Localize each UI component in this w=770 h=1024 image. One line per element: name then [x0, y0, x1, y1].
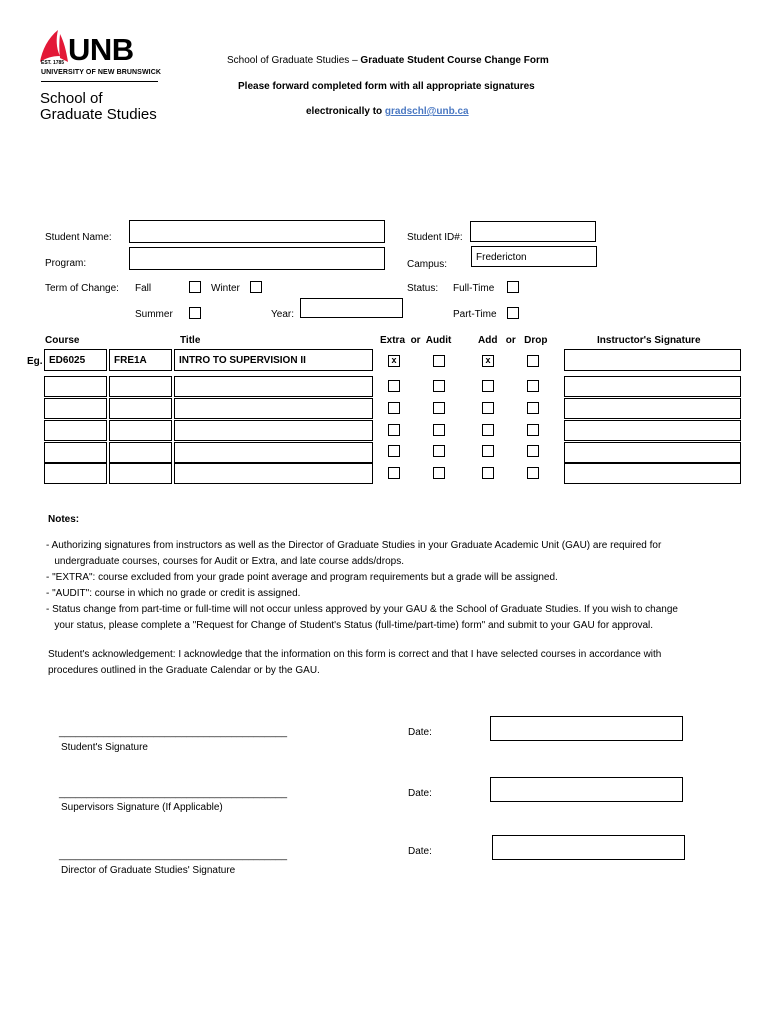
winter-label: Winter [211, 283, 240, 294]
parttime-checkbox[interactable] [507, 307, 519, 319]
student-signature-label: Student's Signature [61, 742, 148, 753]
example-signature-cell [564, 349, 741, 371]
supervisor-date-field[interactable] [490, 777, 683, 802]
campus-label: Campus: [407, 259, 448, 270]
supervisor-signature-line[interactable]: _________________________________________ [59, 788, 288, 799]
student-date-field[interactable] [490, 716, 683, 741]
extra-checkbox[interactable] [388, 467, 400, 479]
title-input[interactable] [174, 420, 373, 441]
note-line: your status, please complete a "Request for Change of Student's Status (full-time/part-time) form" and submit to your GAU for approval. [46, 620, 654, 631]
section-input[interactable] [109, 376, 172, 397]
audit-checkbox[interactable] [433, 467, 445, 479]
director-date-field[interactable] [492, 835, 685, 860]
fall-label: Fall [135, 283, 152, 294]
title-header: Title [180, 335, 201, 346]
example-course-cell: ED6025 [44, 349, 107, 371]
email-prefix: electronically to [306, 106, 385, 117]
audit-checkbox[interactable] [433, 402, 445, 414]
logo-university: UNIVERSITY OF NEW BRUNSWICK [41, 69, 162, 76]
campus-value: Fredericton [476, 252, 527, 263]
student-acknowledgement [48, 647, 661, 679]
drop-checkbox[interactable] [527, 424, 539, 436]
year-field[interactable] [300, 298, 403, 318]
course-input[interactable] [44, 376, 107, 397]
signature-input[interactable] [564, 463, 741, 484]
supervisor-date-label: Date: [408, 788, 432, 799]
example-extra-checkbox: x [388, 355, 400, 367]
add-drop-header: Add or Drop [478, 335, 548, 346]
student-name-field[interactable] [129, 220, 385, 243]
student-signature-line[interactable]: _________________________________________ [59, 727, 288, 738]
director-signature-label: Director of Graduate Studies' Signature [61, 865, 236, 876]
logo-dept-line2: Graduate Studies [40, 106, 157, 123]
director-signature-line[interactable]: _________________________________________ [59, 850, 288, 861]
campus-field[interactable] [471, 246, 597, 267]
summer-checkbox[interactable] [189, 307, 201, 319]
extra-checkbox[interactable] [388, 424, 400, 436]
course-input[interactable] [44, 463, 107, 484]
example-section-cell: FRE1A [109, 349, 172, 371]
example-drop-checkbox [527, 355, 539, 367]
logo-divider [41, 81, 158, 82]
term-label: Term of Change: [45, 283, 119, 294]
winter-checkbox[interactable] [250, 281, 262, 293]
audit-checkbox[interactable] [433, 424, 445, 436]
program-field[interactable] [129, 247, 385, 270]
course-input[interactable] [44, 420, 107, 441]
note-line: - "AUDIT": course in which no grade or credit is assigned. [46, 588, 301, 599]
title-input[interactable] [174, 398, 373, 419]
add-checkbox[interactable] [482, 380, 494, 392]
drop-checkbox[interactable] [527, 445, 539, 457]
audit-checkbox[interactable] [433, 445, 445, 457]
note-line: - Status change from part-time or full-time will not occur unless approved by your GAU & the School of Graduate Studies. If you wish to change [46, 604, 678, 615]
email-instructions [306, 106, 469, 117]
logo-est: EST. 1785 [41, 60, 65, 66]
add-checkbox[interactable] [482, 467, 494, 479]
parttime-label: Part-Time [453, 309, 497, 320]
student-name-label: Student Name: [45, 232, 112, 243]
example-label: Eg. [27, 356, 43, 367]
notes-heading: Notes: [48, 514, 80, 525]
extra-checkbox[interactable] [388, 380, 400, 392]
section-input[interactable] [109, 463, 172, 484]
director-date-label: Date: [408, 846, 432, 857]
add-checkbox[interactable] [482, 402, 494, 414]
forward-instructions: Please forward completed form with all appropriate signatures [238, 81, 535, 92]
course-header: Course [45, 335, 80, 346]
logo-wordmark: UNB [68, 32, 134, 67]
fulltime-checkbox[interactable] [507, 281, 519, 293]
summer-label: Summer [135, 309, 173, 320]
notes-list [46, 538, 678, 634]
signature-input[interactable] [564, 442, 741, 463]
title-input[interactable] [174, 442, 373, 463]
instructor-signature-header: Instructor's Signature [597, 335, 701, 346]
student-id-field[interactable] [470, 221, 596, 242]
course-input[interactable] [44, 398, 107, 419]
example-title-cell: INTRO TO SUPERVISION II [174, 349, 373, 371]
title-input[interactable] [174, 376, 373, 397]
ack-line: Student's acknowledgement: I acknowledge that the information on this form is correct and that I have selected courses in accordance with [48, 649, 662, 660]
student-date-label: Date: [408, 727, 432, 738]
note-line: undergraduate courses, courses for Audit or Extra, and late course adds/drops. [46, 556, 404, 567]
example-audit-checkbox [433, 355, 445, 367]
form-title-plain: School of Graduate Studies – [227, 55, 361, 66]
email-link[interactable]: gradschl@unb.ca [384, 106, 469, 117]
section-input[interactable] [109, 442, 172, 463]
drop-checkbox[interactable] [527, 380, 539, 392]
ack-line: procedures outlined in the Graduate Calendar or by the GAU. [48, 665, 320, 676]
fall-checkbox[interactable] [189, 281, 201, 293]
signature-input[interactable] [564, 398, 741, 419]
example-add-checkbox: x [482, 355, 494, 367]
logo-dept-line1: School of [40, 90, 103, 107]
fulltime-label: Full-Time [453, 283, 495, 294]
extra-checkbox[interactable] [388, 445, 400, 457]
add-checkbox[interactable] [482, 424, 494, 436]
drop-checkbox[interactable] [527, 402, 539, 414]
course-input[interactable] [44, 442, 107, 463]
year-label: Year: [271, 309, 294, 320]
supervisor-signature-label: Supervisors Signature (If Applicable) [61, 802, 223, 813]
student-id-label: Student ID#: [407, 232, 463, 243]
section-input[interactable] [109, 398, 172, 419]
drop-checkbox[interactable] [527, 467, 539, 479]
form-title-bold: Graduate Student Course Change Form [360, 55, 549, 66]
signature-input[interactable] [564, 420, 741, 441]
form-title [227, 55, 549, 66]
section-input[interactable] [109, 420, 172, 441]
note-line: - "EXTRA": course excluded from your grade point average and program requirements but a grade will be assigned. [46, 572, 558, 583]
extra-checkbox[interactable] [388, 402, 400, 414]
extra-audit-header: Extra or Audit [380, 335, 452, 346]
note-line: - Authorizing signatures from instructors as well as the Director of Graduate Studies in your Graduate Academic Unit (GAU) are required for [46, 540, 662, 551]
program-label: Program: [45, 258, 87, 269]
title-input[interactable] [174, 463, 373, 484]
unb-logo [38, 28, 173, 128]
status-label: Status: [407, 283, 439, 294]
signature-input[interactable] [564, 376, 741, 397]
audit-checkbox[interactable] [433, 380, 445, 392]
add-checkbox[interactable] [482, 445, 494, 457]
